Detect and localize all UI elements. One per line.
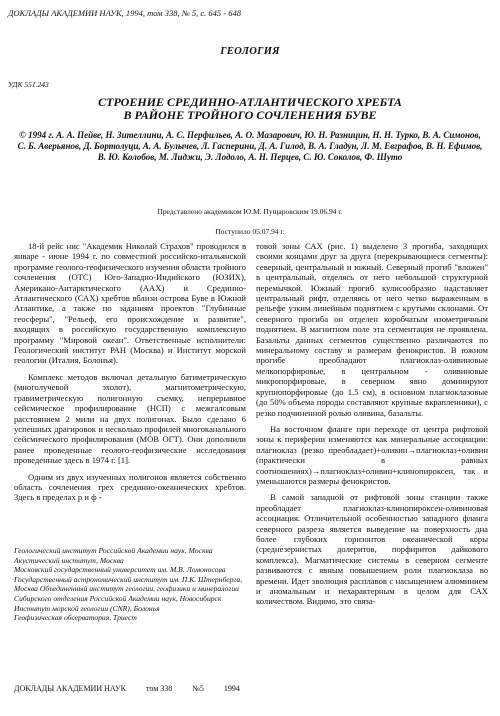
paragraph: 18-й рейс нис "Академик Николай Страхов" проводился в январе - июне 1994 г. по совместной российско-итальянской программе геолого-геофизического изучения области тройного сочленения (ОТС) Юго-Западно-Индийского (ЮЗИХ), Американо-Антарктического (ААХ) и Срединно-Атлантического (САХ) хребтов вблизи острова Буве в Южной Атлантике, а также по заданиям проектов "Глубинные геосферы", "Рельеф, его происхождение и развитие", входящих в российскую государственную комплексную программу "Мировой океан". Ответственные исполнители: Геологический институт РАН (Москва) и Институт морской геологии (Италия, Болонья). xyxy=(14,241,246,366)
left-column xyxy=(14,241,246,509)
affiliation-item: Акустический институт, Москва xyxy=(14,555,124,565)
article-title xyxy=(20,96,480,122)
affiliation-item: Институт морской геологии (CNR), Болонья xyxy=(14,603,160,613)
footer-volume: том 338 xyxy=(145,684,173,693)
affiliation-item: Московский государственный университет им. М.В. Ломоносова xyxy=(14,565,226,575)
affiliation-item: Геофизическая обсерватория, Триест xyxy=(14,613,137,623)
paragraph: На восточном фланге при переходе от центра рифтовой зоны к периферии изменяются как минеральные ассоциации: плагиоклаз (резко преобладает)+оливин→плагиоклаз+оливин (практически в равных соотношениях)→плагиоклаз+оливин+клинопироксен, так и уменьшаются размеры фенокристов. xyxy=(256,423,488,486)
paragraph: Одним из двух изученных полигонов является собственно область сочленения трех срединно-океанических хребтов. Здесь в пределах р и ф - xyxy=(14,471,246,503)
presented-by: Представлено академиком Ю.М. Пущаровским 19.06.94 г. xyxy=(157,207,343,216)
udk-code: УДК 551.243 xyxy=(8,80,49,89)
paragraph: Комплекс методов включал детальную батиметрическую (многолучевой эхолот), магнитометрическую, гравиметрическую полигонную съемку, непрерывное сейсмическое профилирование (НСП) с межгалсовым расстоянием 2 мили на двух полигонах. Было сделано 6 успешных драгировок и несколько профилей многоканального сейсмического профилирования (МОВ ОГТ). Они дополнили ранее проведенные геолого-геофизические исследования проведенные здесь в 1974 г. [1]. xyxy=(14,371,246,466)
affiliations xyxy=(14,546,246,623)
right-column xyxy=(256,241,488,613)
affiliation-item: Геологический институт Российской Академии наук, Москва xyxy=(14,546,213,555)
title-line: В РАЙОНЕ ТРОЙНОГО СОЧЛЕНЕНИЯ БУВЕ xyxy=(123,108,377,122)
running-head: ДОКЛАДЫ АКАДЕМИИ НАУК, 1994, том 338, № 5, с. 645 - 648 xyxy=(8,8,241,18)
title-line: СТРОЕНИЕ СРЕДИННО-АТЛАНТИЧЕСКОГО ХРЕБТА xyxy=(98,95,402,109)
page-footer xyxy=(14,684,486,693)
section-heading: ГЕОЛОГИЯ xyxy=(220,46,280,57)
footer-journal: ДОКЛАДЫ АКАДЕМИИ НАУК xyxy=(14,684,126,693)
author-list: © 1994 г. А. А. Пейве, Н. Зителлини, А. С. Перфильев, А. О. Мазарович, Ю. Н. Разницин, Н. Н. Турко, В. А. Симонов, С. Б. Аверьянов, Д. Бортолуци, А. А. Булычев, Л. Гасперини, Д. А. Гилод, В. А. Гладун, Л. М. Евграфов, В. Н. Ефимов, В. Ю. Колобов, М. Лиджи, Э. Лодоло, А. Н. Перцев, С. Ю. Соколов, Ф. Шуто xyxy=(17,130,483,163)
footer-issue: №5 xyxy=(192,684,204,693)
affiliation-item: Государственный астрономический институт им. П.К. Штернберга, Москва Объединенный институт геологии, геофизики и минералогии Сибирского отделения Российской Академии наук, Новосибирск xyxy=(14,574,243,603)
received-date: Поступило 05.07.94 г. xyxy=(215,227,285,236)
paragraph: товой зоны САХ (рис. 1) выделено 3 прогиба, заходящих своими концами друг за друга (перекрывающиеся сегменты): северный, центральный и южный. Северный прогиб "вложен" в центральный, отделясь от него небольшой структурной перемычкой. Южный прогиб кулисообразно надставляет центральный рифт, отделяясь от него четко выраженным в рельефе узким линейным поднятием с крутыми склонами. От северного прогиба он отделен коробчатым изометричным поднятием. В магнитном поле эта сегментация не проявлена. Базальты данных сегментов существенно различаются по минеральному составу и размерам фенокристов. В южном прогибе преобладают плагиоклаз-оливиновые мелкопорфировые, в центральном - оливиновые микропорфировые, в северном явно доминируют крупнопорфировые (до 1.5 см), в основном плагиоклазовые (до 50% объема породы составляют крупные вкрапленники), с резко подчиненной ролью оливина, базальты. xyxy=(256,241,488,418)
paragraph: В самой западной от рифтовой зоны станции также преобладает плагиоклаз-клинопироксен-оливиновая ассоциация. Отличительной особенностью западного фланга северного разреза является выведение на поверхность дна более глубоких горизонтов океанической коры (среднезернистых долеритов, порфиритов дайкового комплекса). Магматические системы в северном сегменте развиваются с явным повышением роли плагиоклаза во времени. Идет эволюция расплавов с насыщением алюминием и аномальным и нехарактерным в целом для САХ количеством. Видимо, это связа- xyxy=(256,492,488,607)
footer-year: 1994 xyxy=(223,684,240,693)
